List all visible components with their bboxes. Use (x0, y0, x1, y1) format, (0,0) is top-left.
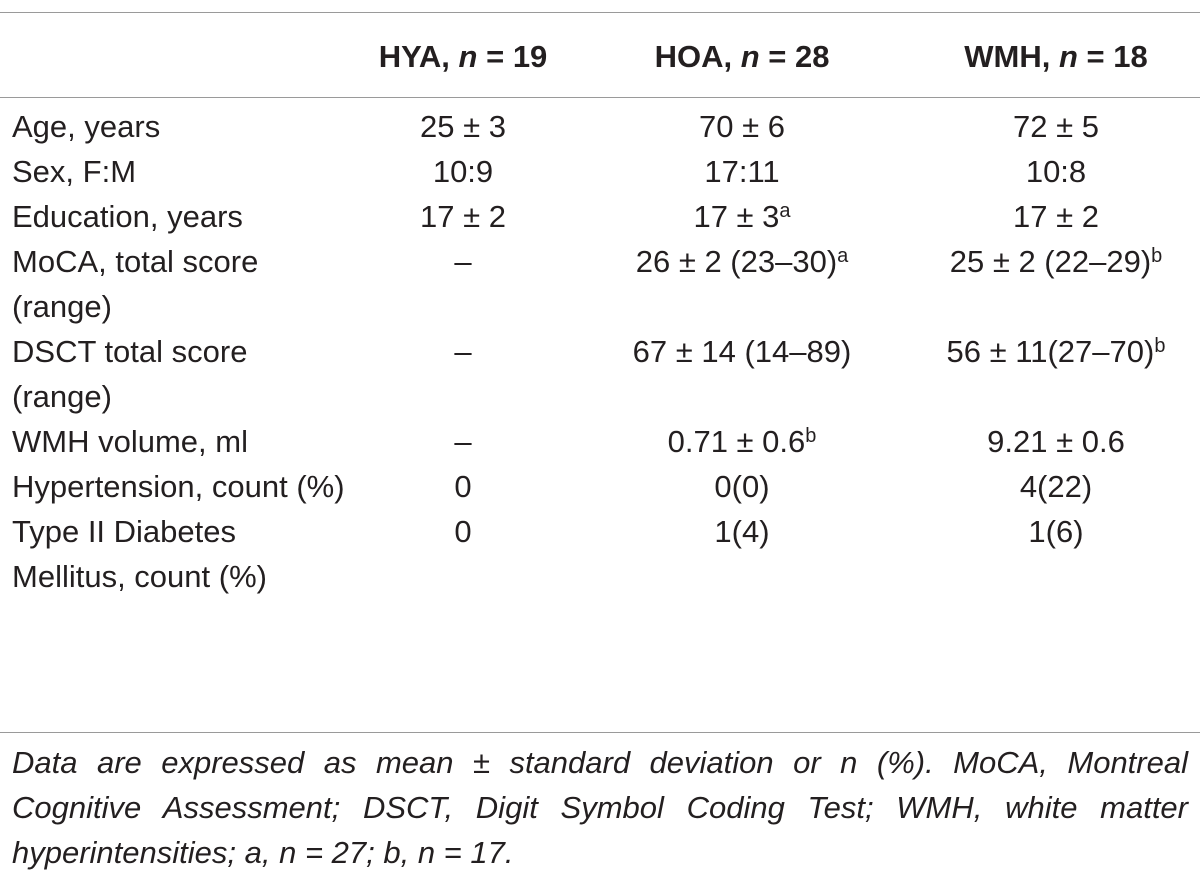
header-hya-n: n (458, 39, 478, 74)
table-row (0, 194, 1200, 239)
row-label: MoCA, total score (range) (12, 244, 259, 324)
cell-hoa (572, 329, 912, 419)
cell-hya (354, 194, 572, 239)
cell-value: 10:8 (1025, 154, 1087, 189)
cell-hya (354, 149, 572, 194)
cell-value: – (454, 424, 472, 459)
cell-value: 0 (454, 514, 472, 549)
table-row (0, 98, 1200, 150)
table-row (0, 464, 1200, 509)
row-label: WMH volume, ml (12, 424, 248, 459)
cell-value: 17:11 (704, 154, 780, 189)
header-empty (0, 13, 354, 98)
cell-footnote-marker: a (837, 245, 849, 267)
cell-value: 0.71 ± 0.6 (667, 424, 806, 459)
cell-footnote-marker: b (1154, 335, 1166, 357)
cell-hoa (572, 419, 912, 464)
cell-hoa (572, 149, 912, 194)
cell-value: 1(6) (1028, 514, 1084, 549)
header-hoa-count: = 28 (759, 39, 830, 74)
cell-value: 72 ± 5 (1013, 109, 1099, 144)
cell-hya (354, 239, 572, 329)
cell-hoa (572, 509, 912, 599)
table-bottom-rule (0, 732, 1200, 733)
table-row (0, 329, 1200, 419)
cell-value: 17 ± 2 (420, 199, 506, 234)
cell-value: 10:9 (432, 154, 494, 189)
cell-value: 4(22) (1019, 469, 1093, 504)
cell-value: 9.21 ± 0.6 (987, 424, 1125, 459)
cell-wmh (912, 239, 1200, 329)
cell-footnote-marker: a (779, 200, 791, 222)
cell-footnote-marker: b (805, 425, 817, 447)
cell-hya (354, 464, 572, 509)
cell-wmh (912, 509, 1200, 599)
row-label: Sex, F:M (12, 154, 137, 189)
cell-wmh (912, 464, 1200, 509)
row-label: DSCT total score (range) (12, 334, 248, 414)
cell-value: 26 ± 2 (23–30) (635, 244, 838, 279)
cell-wmh (912, 329, 1200, 419)
header-hya (354, 13, 572, 98)
header-wmh-label: WMH, (964, 39, 1059, 74)
cell-value: 67 ± 14 (14–89) (632, 334, 852, 369)
cell-footnote-marker: b (1151, 245, 1163, 267)
table-row (0, 239, 1200, 329)
header-hoa-label: HOA, (654, 39, 741, 74)
cell-hoa (572, 98, 912, 150)
cell-value: – (454, 334, 472, 369)
cell-wmh (912, 149, 1200, 194)
row-label: Education, years (12, 199, 243, 234)
header-wmh-n: n (1058, 39, 1078, 74)
cell-hya (354, 509, 572, 599)
cell-hoa (572, 194, 912, 239)
header-hoa-n: n (740, 39, 760, 74)
cell-value: 1(4) (714, 514, 770, 549)
table-footnote: Data are expressed as mean ± standard deviation or n (%). MoCA, Montreal Cognitive Assessment; DSCT, Digit Symbol Coding Test; WMH, white matter hyperintensities; a, n = 27; b, n = 17. (12, 745, 1188, 870)
cell-hoa (572, 239, 912, 329)
row-label: Type II Diabetes Mellitus, count (%) (12, 514, 267, 594)
demographics-table (0, 13, 1200, 599)
cell-wmh (912, 419, 1200, 464)
row-label: Hypertension, count (%) (12, 469, 345, 504)
cell-value: – (454, 244, 472, 279)
header-hya-count: = 19 (477, 39, 548, 74)
cell-value: 25 ± 3 (420, 109, 506, 144)
cell-value: 56 ± 11(27–70) (946, 334, 1155, 369)
cell-value: 17 ± 2 (1013, 199, 1099, 234)
header-wmh-count: = 18 (1077, 39, 1148, 74)
table-header-row (0, 13, 1200, 98)
cell-wmh (912, 194, 1200, 239)
cell-wmh (912, 98, 1200, 150)
table-row (0, 149, 1200, 194)
cell-value: 70 ± 6 (699, 109, 785, 144)
row-label: Age, years (12, 109, 161, 144)
table-row (0, 509, 1200, 599)
table-body (0, 98, 1200, 600)
header-hoa (572, 13, 912, 98)
cell-value: 17 ± 3 (693, 199, 780, 234)
cell-value: 25 ± 2 (22–29) (949, 244, 1152, 279)
header-hya-label: HYA, (378, 39, 459, 74)
cell-hoa (572, 464, 912, 509)
table-row (0, 419, 1200, 464)
cell-hya (354, 419, 572, 464)
cell-hya (354, 98, 572, 150)
cell-value: 0 (454, 469, 472, 504)
header-wmh (912, 13, 1200, 98)
cell-hya (354, 329, 572, 419)
cell-value: 0(0) (714, 469, 770, 504)
